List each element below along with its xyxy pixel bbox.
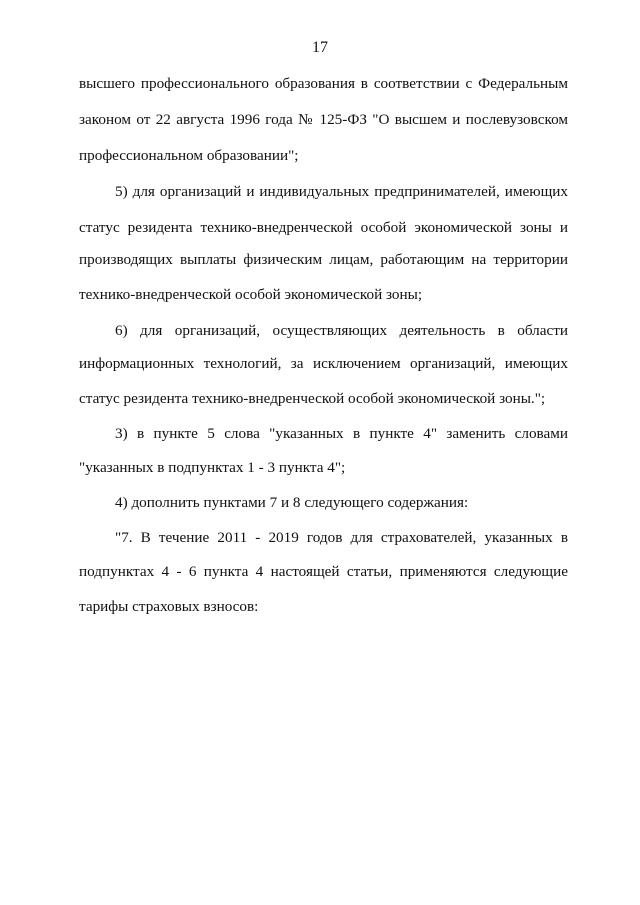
text-line: статус резидента технико-внедренческой особой экономической зоны."; <box>79 390 546 407</box>
paragraph-start-line: 6) для организаций, осуществляющих деятельность в области <box>115 322 568 339</box>
paragraph-start-line: 5) для организаций и индивидуальных предпринимателей, имеющих <box>115 183 568 200</box>
text-line: статус резидента технико-внедренческой особой экономической зоны и <box>79 219 568 236</box>
page-number: 17 <box>312 39 328 56</box>
paragraph-start-line: 4) дополнить пунктами 7 и 8 следующего содержания: <box>115 494 469 511</box>
paragraph-start-line: 3) в пункте 5 слова "указанных в пункте 4" заменить словами <box>115 425 568 442</box>
text-line: высшего профессионального образования в соответствии с Федеральным <box>79 75 568 92</box>
text-line: подпунктах 4 - 6 пункта 4 настоящей статьи, применяются следующие <box>79 563 568 580</box>
text-line: законом от 22 августа 1996 года № 125-ФЗ "О высшем и послевузовском <box>79 111 568 128</box>
text-line: информационных технологий, за исключением организаций, имеющих <box>79 355 568 372</box>
text-line: производящих выплаты физическим лицам, работающим на территории <box>79 251 568 268</box>
text-line: профессиональном образовании"; <box>79 147 299 164</box>
text-line: тарифы страховых взносов: <box>79 598 259 615</box>
text-line: технико-внедренческой особой экономической зоны; <box>79 286 423 303</box>
paragraph-start-line: "7. В течение 2011 - 2019 годов для страхователей, указанных в <box>115 529 568 546</box>
text-line: "указанных в подпунктах 1 - 3 пункта 4"; <box>79 459 346 476</box>
